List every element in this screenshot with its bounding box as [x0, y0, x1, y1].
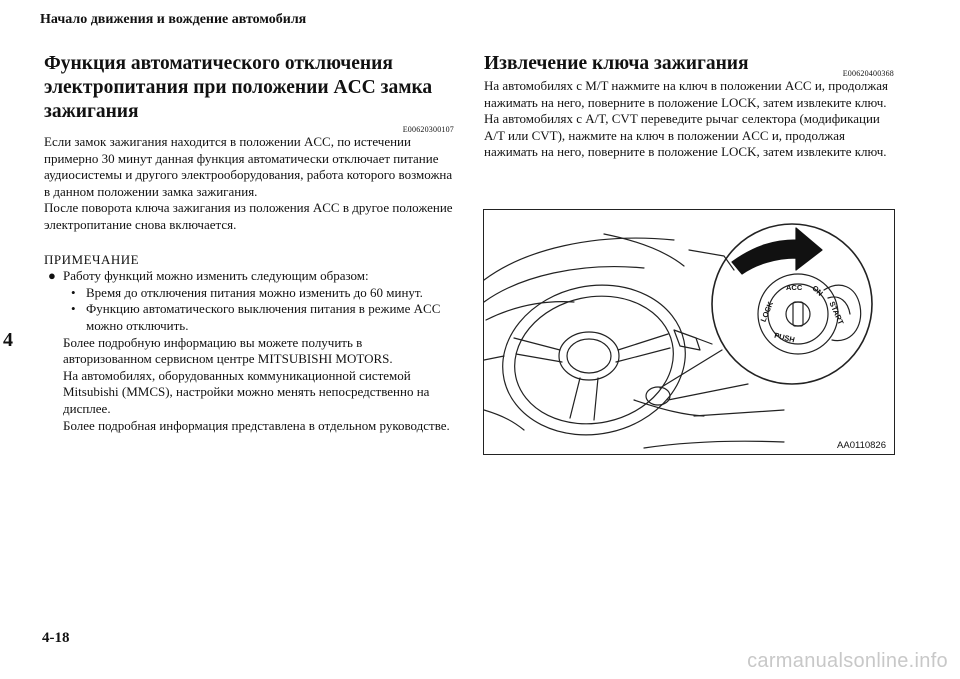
running-header: Начало движения и вождение автомобиля	[40, 12, 307, 27]
section-title-auto-power-off: Функция автоматического отключения электропитания при положении ACC замка зажигания	[44, 53, 433, 122]
section-code: E00620400368	[842, 69, 894, 78]
note-subitem-text: Функцию автоматического выключения питания в режиме ACC можно отключить.	[86, 301, 441, 333]
note-subitem	[71, 301, 454, 334]
note-paragraph: Более подробная информация представлена в отдельном руководстве.	[63, 417, 450, 433]
section-title-key-removal: Извлечение ключа зажигания	[484, 53, 749, 74]
label-push: PUSH	[773, 330, 796, 345]
note-bullet-text: Работу функций можно изменить следующим образом:	[63, 268, 369, 284]
note-heading: ПРИМЕЧАНИЕ	[44, 251, 140, 267]
body-paragraph: Если замок зажигания находится в положении ACC, по истечении примерно 30 минут данная функция автоматически отключает питание аудиосистемы и другого электрооборудования, работа которого возможна в данном положении замка зажигания.	[44, 134, 453, 199]
note-bullet	[44, 268, 454, 285]
label-on: ON	[810, 283, 825, 298]
right-column	[484, 52, 894, 161]
sub-bullet-icon: •	[71, 284, 76, 300]
ignition-illustration	[483, 209, 895, 455]
label-start: START	[827, 300, 846, 327]
ignition-position-labels	[484, 210, 894, 454]
body-paragraph: На автомобилях с M/T нажмите на ключ в положении ACC и, продолжая нажимать на него, поверните в положение LOCK, затем извлеките ключ.	[484, 78, 889, 110]
note-subitem	[71, 285, 454, 302]
note-subitem-text: Время до отключения питания можно изменить до 60 минут.	[86, 284, 423, 300]
sub-bullet-icon: •	[71, 301, 76, 317]
site-watermark: carmanualsonline.info	[747, 650, 948, 672]
bullet-dot-icon: ●	[48, 268, 56, 284]
figure-code: AA0110826	[837, 440, 886, 451]
section-code: E00620300107	[402, 125, 454, 134]
page-number: 4-18	[42, 630, 70, 646]
note-paragraph: Более подробную информацию вы можете получить в авторизованном сервисном центре MITSUBISHI MOTORS.	[63, 334, 393, 367]
note-paragraph: На автомобилях, оборудованных коммуникационной системой Mitsubishi (MMCS), настройки можно менять непосредственно на дисплее.	[63, 367, 430, 416]
body-paragraph: После поворота ключа зажигания из положения ACC в другое положение электропитание снова включается.	[44, 200, 453, 232]
body-paragraph: На автомобилях с A/T, CVT переведите рычаг селектора (модификации A/T или CVT), нажмите на ключ в положении ACC и, продолжая нажимать на него, поверните в положение LOCK, затем извлеките ключ.	[484, 111, 887, 160]
label-acc: ACC	[786, 283, 803, 292]
label-lock: LOCK	[758, 300, 775, 324]
chapter-tab: 4	[3, 329, 13, 351]
left-column	[44, 52, 454, 434]
note-subitems	[71, 285, 454, 335]
